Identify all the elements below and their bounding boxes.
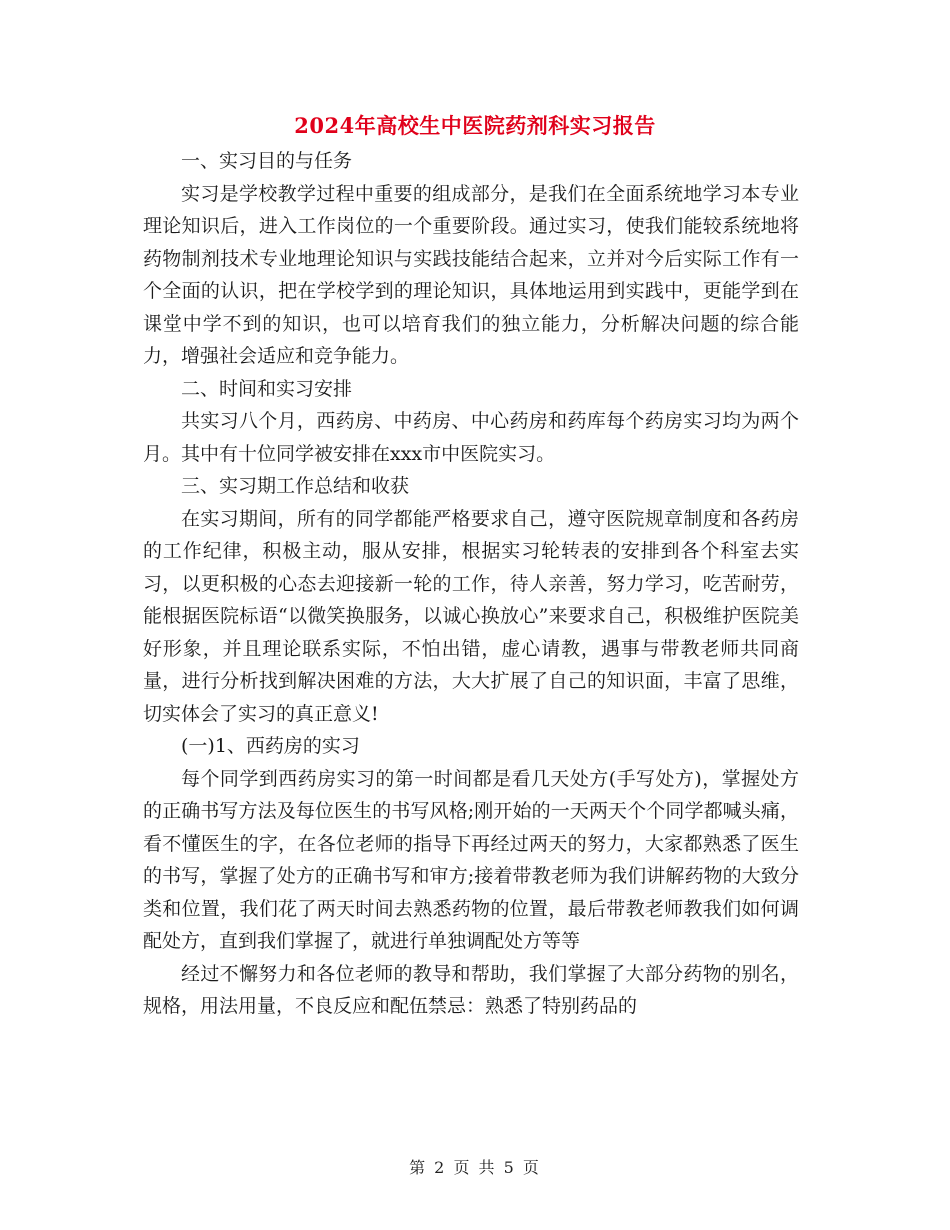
subsection-heading-western-pharmacy: (一)1、西药房的实习 — [181, 735, 360, 757]
section-heading-summary: 三、实习期工作总结和收获 — [181, 475, 410, 497]
page-number-footer: 第 2 页 共 5 页 — [409, 1158, 541, 1177]
document-body — [143, 145, 799, 1023]
paragraph-summary: 在实习期间，所有的同学都能严格要求自己，遵守医院规章制度和各药房的工作纪律，积极主动，服从安排，根据实习轮转表的安排到各个科室去实习，以更积极的心态去迎接新一轮的工作，待人亲善，努力学习，吃苦耐劳，能根据医院标语“以微笑换服务，以诚心换放心”来要求自己，积极维护医院美好形象，并且理论联系实际，不怕出错，虚心请教，遇事与带教老师共同商量，进行分析找到解决困难的方法，大大扩展了自己的知识面，丰富了思维，切实体会了实习的真正意义! — [143, 507, 799, 725]
section-heading-schedule: 二、时间和实习安排 — [181, 377, 353, 400]
paragraph-western-pharmacy: 每个同学到西药房实习的第一时间都是看几天处方(手写处方)，掌握处方的正确书写方法及每位医生的书写风格;刚开始的一天两天个个同学都喊头痛，看不懂医生的字，在各位老师的指导下再经过两天的努力，大家都熟悉了医生的书写，掌握了处方的正确书写和审方;接着带教老师为我们讲解药物的大致分类和位置，我们花了两天时间去熟悉药物的位置，最后带教老师教我们如何调配处方，直到我们掌握了，就进行单独调配处方等等 — [143, 767, 799, 952]
section-heading-purpose: 一、实习目的与任务 — [181, 150, 353, 172]
paragraph-schedule: 共实习八个月，西药房、中药房、中心药房和药库每个药房实习均为两个月。其中有十位同学被安排在xxx市中医院实习。 — [143, 410, 799, 465]
document-title: 2024年高校生中医院药剂科实习报告 — [294, 113, 656, 138]
paragraph-western-pharmacy-continued: 经过不懈努力和各位老师的教导和帮助，我们掌握了大部分药物的别名，规格，用法用量，不良反应和配伍禁忌：熟悉了特别药品的 — [143, 962, 799, 1017]
paragraph-purpose: 实习是学校教学过程中重要的组成部分，是我们在全面系统地学习本专业理论知识后，进入工作岗位的一个重要阶段。通过实习，使我们能较系统地将药物制剂技术专业地理论知识与实践技能结合起来，立并对今后实际工作有一个全面的认识，把在学校学到的理论知识，具体地运用到实践中，更能学到在课堂中学不到的知识，也可以培育我们的独立能力，分析解决问题的综合能力，增强社会适应和竞争能力。 — [143, 182, 799, 367]
